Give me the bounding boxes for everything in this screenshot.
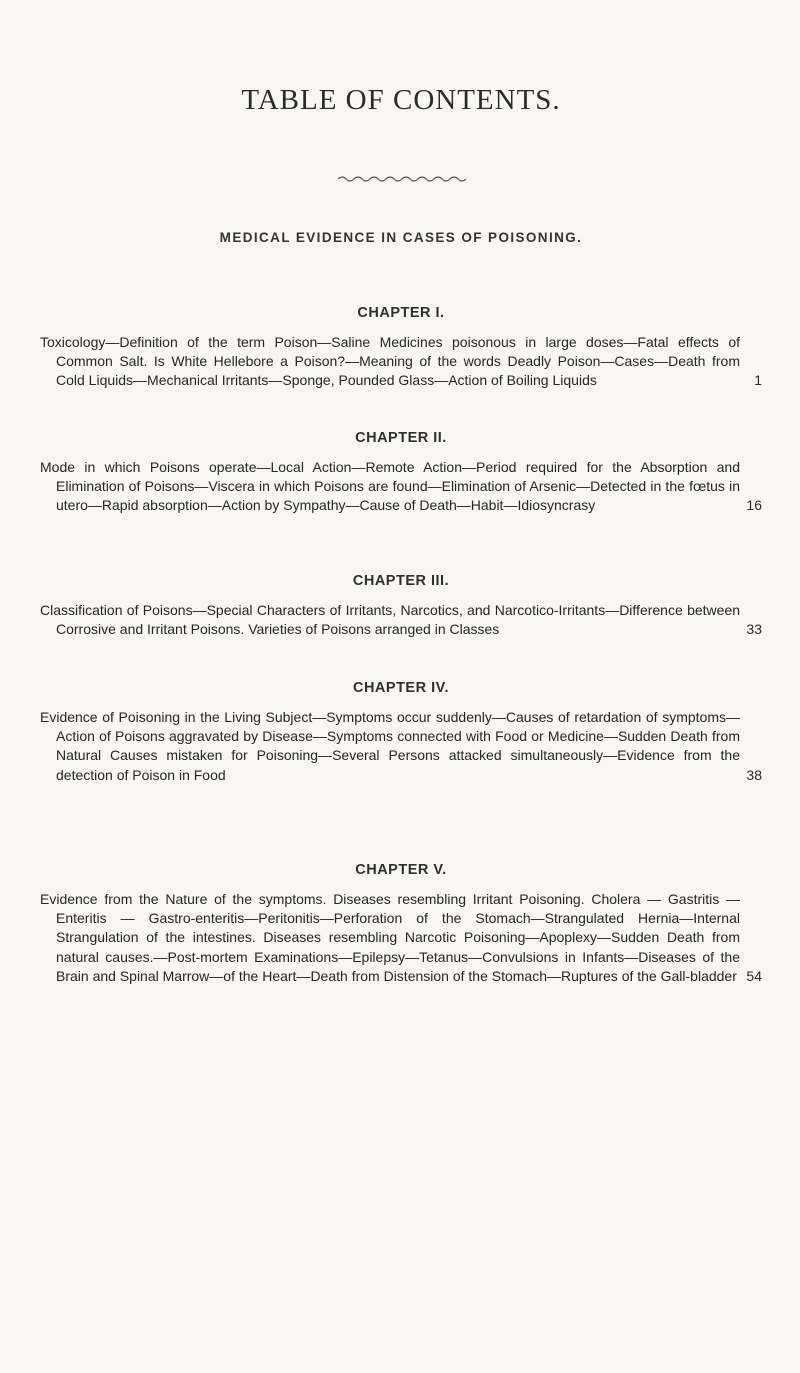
chapter-summary: Classification of Poisons—Special Characters of Irritants, Narcotics, and Narcotico-Irritants—Difference between Corrosive and Irritant Poisons. Varieties of Poisons arranged in Classes xyxy=(40,602,740,638)
chapter-heading: CHAPTER I. xyxy=(357,305,445,321)
chapter-entry xyxy=(40,862,762,986)
chapter-summary: Mode in which Poisons operate—Local Action—Remote Action—Period required for the Absorption and Elimination of Poisons—Viscera in which Poisons are found—Elimination of Arsenic—Detected in the fœtus in utero—Rapid absorption—Action by Sympathy—Cause of Death—Habit—Idiosyncrasy xyxy=(40,459,740,514)
page-number: 1 xyxy=(754,372,762,389)
chapter-entry xyxy=(40,680,762,785)
chapter-entry xyxy=(40,430,762,516)
page-number: 33 xyxy=(746,621,762,638)
chapter-heading: CHAPTER V. xyxy=(355,862,447,878)
section-subtitle: MEDICAL EVIDENCE IN CASES OF POISONING. xyxy=(219,230,583,245)
page-title: TABLE OF CONTENTS. xyxy=(241,84,561,116)
chapter-summary: Evidence of Poisoning in the Living Subject—Symptoms occur suddenly—Causes of retardation of symptoms—Action of Poisons aggravated by Disease—Symptoms connected with Food or Medicine—Sudden Death from Natural Causes mistaken for Poisoning—Several Persons attacked simultaneously—Evidence from the detection of Poison in Food xyxy=(40,709,740,783)
page-number: 54 xyxy=(746,967,762,984)
chapter-entry xyxy=(40,305,762,391)
page-number: 16 xyxy=(746,497,762,514)
chapter-heading: CHAPTER III. xyxy=(352,573,450,589)
chapter-summary: Evidence from the Nature of the symptoms. Diseases resembling Irritant Poisoning. Cholera — Gastritis — Enteritis — Gastro-enteritis—Peritonitis—Perforation of the Stomach—Strangulated Hernia—Internal Strangulation of the intestines. Diseases resembling Narcotic Poisoning—Apoplexy—Sudden Death from natural causes.—Post-mortem Examinations—Epilepsy—Tetanus—Convulsions in Infants—Diseases of the Brain and Spinal Marrow—of the Heart—Death from Distension of the Stomach—Ruptures of the Gall-bladder xyxy=(40,891,740,984)
chapter-heading: CHAPTER IV. xyxy=(352,680,449,696)
chapter-entry xyxy=(40,573,762,639)
chapter-summary: Toxicology—Definition of the term Poison—Saline Medicines poisonous in large doses—Fatal effects of Common Salt. Is White Hellebore a Poison?—Meaning of the words Deadly Poison—Cases—Death from Cold Liquids—Mechanical Irritants—Sponge, Pounded Glass—Action of Boiling Liquids xyxy=(40,334,740,389)
chapter-heading: CHAPTER II. xyxy=(355,430,447,446)
page-number: 38 xyxy=(746,766,762,783)
page xyxy=(40,0,762,1373)
wavy-rule-ornament xyxy=(338,174,468,184)
